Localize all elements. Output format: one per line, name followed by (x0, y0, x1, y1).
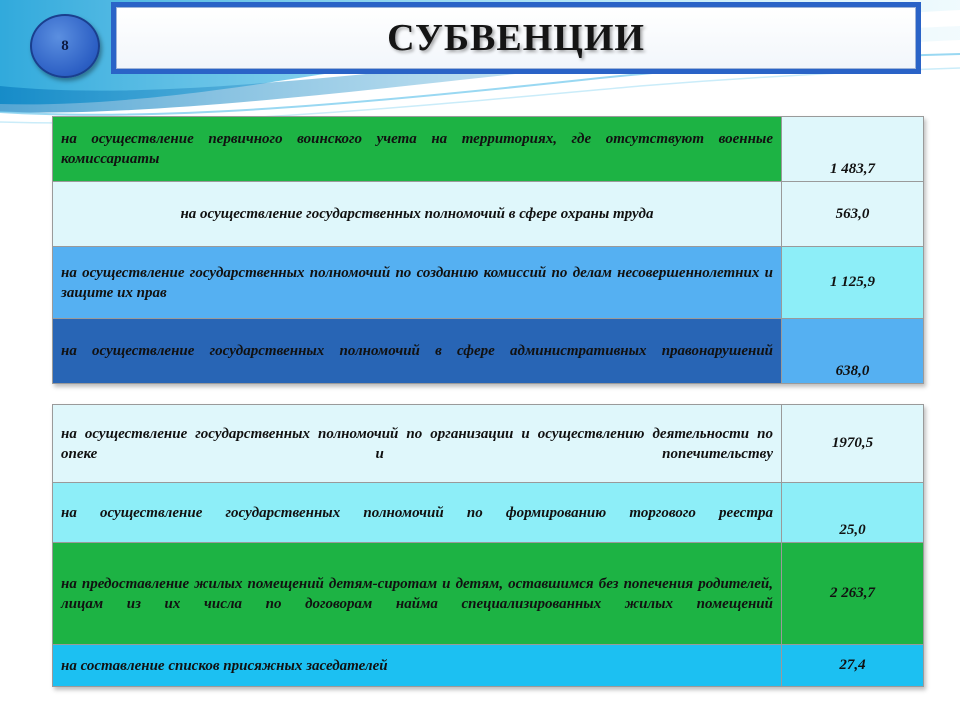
table-row (53, 117, 924, 182)
table-row (53, 483, 924, 543)
row-description: на составление списков присяжных заседателей (53, 645, 782, 687)
table-row (53, 405, 924, 483)
table-row (53, 319, 924, 384)
table-row (53, 182, 924, 247)
slide-title: СУБВЕНЦИИ (387, 17, 645, 59)
page-number-badge (30, 14, 100, 78)
title-frame (111, 2, 921, 74)
table-row (53, 645, 924, 687)
row-value: 1 483,7 (782, 117, 924, 182)
row-value: 1 125,9 (782, 247, 924, 319)
row-description: на осуществление первичного воинского учета на территориях, где отсутствуют военные комиссариаты (53, 117, 782, 182)
title-box (116, 7, 916, 69)
row-value: 1970,5 (782, 405, 924, 483)
row-description: на осуществление государственных полномочий по созданию комиссий по делам несовершеннолетних и защите их прав (53, 247, 782, 319)
row-description: на осуществление государственных полномочий по формированию торгового реестра (53, 483, 782, 543)
row-value: 2 263,7 (782, 543, 924, 645)
page-number: 8 (61, 37, 69, 54)
row-description: на осуществление государственных полномочий в сфере административных правонарушений (53, 319, 782, 384)
row-value: 563,0 (782, 182, 924, 247)
subventions-table-1 (52, 116, 924, 384)
table-row (53, 543, 924, 645)
row-value: 638,0 (782, 319, 924, 384)
row-value: 25,0 (782, 483, 924, 543)
row-description: на осуществление государственных полномочий по организации и осуществлению деятельности по опеке и попечительству (53, 405, 782, 483)
table-row (53, 247, 924, 319)
row-value: 27,4 (782, 645, 924, 687)
subventions-table-2 (52, 404, 924, 687)
row-description: на осуществление государственных полномочий в сфере охраны труда (53, 182, 782, 247)
row-description: на предоставление жилых помещений детям-сиротам и детям, оставшимся без попечения родителей, лицам из их числа по договорам найма специализированных жилых помещений (53, 543, 782, 645)
